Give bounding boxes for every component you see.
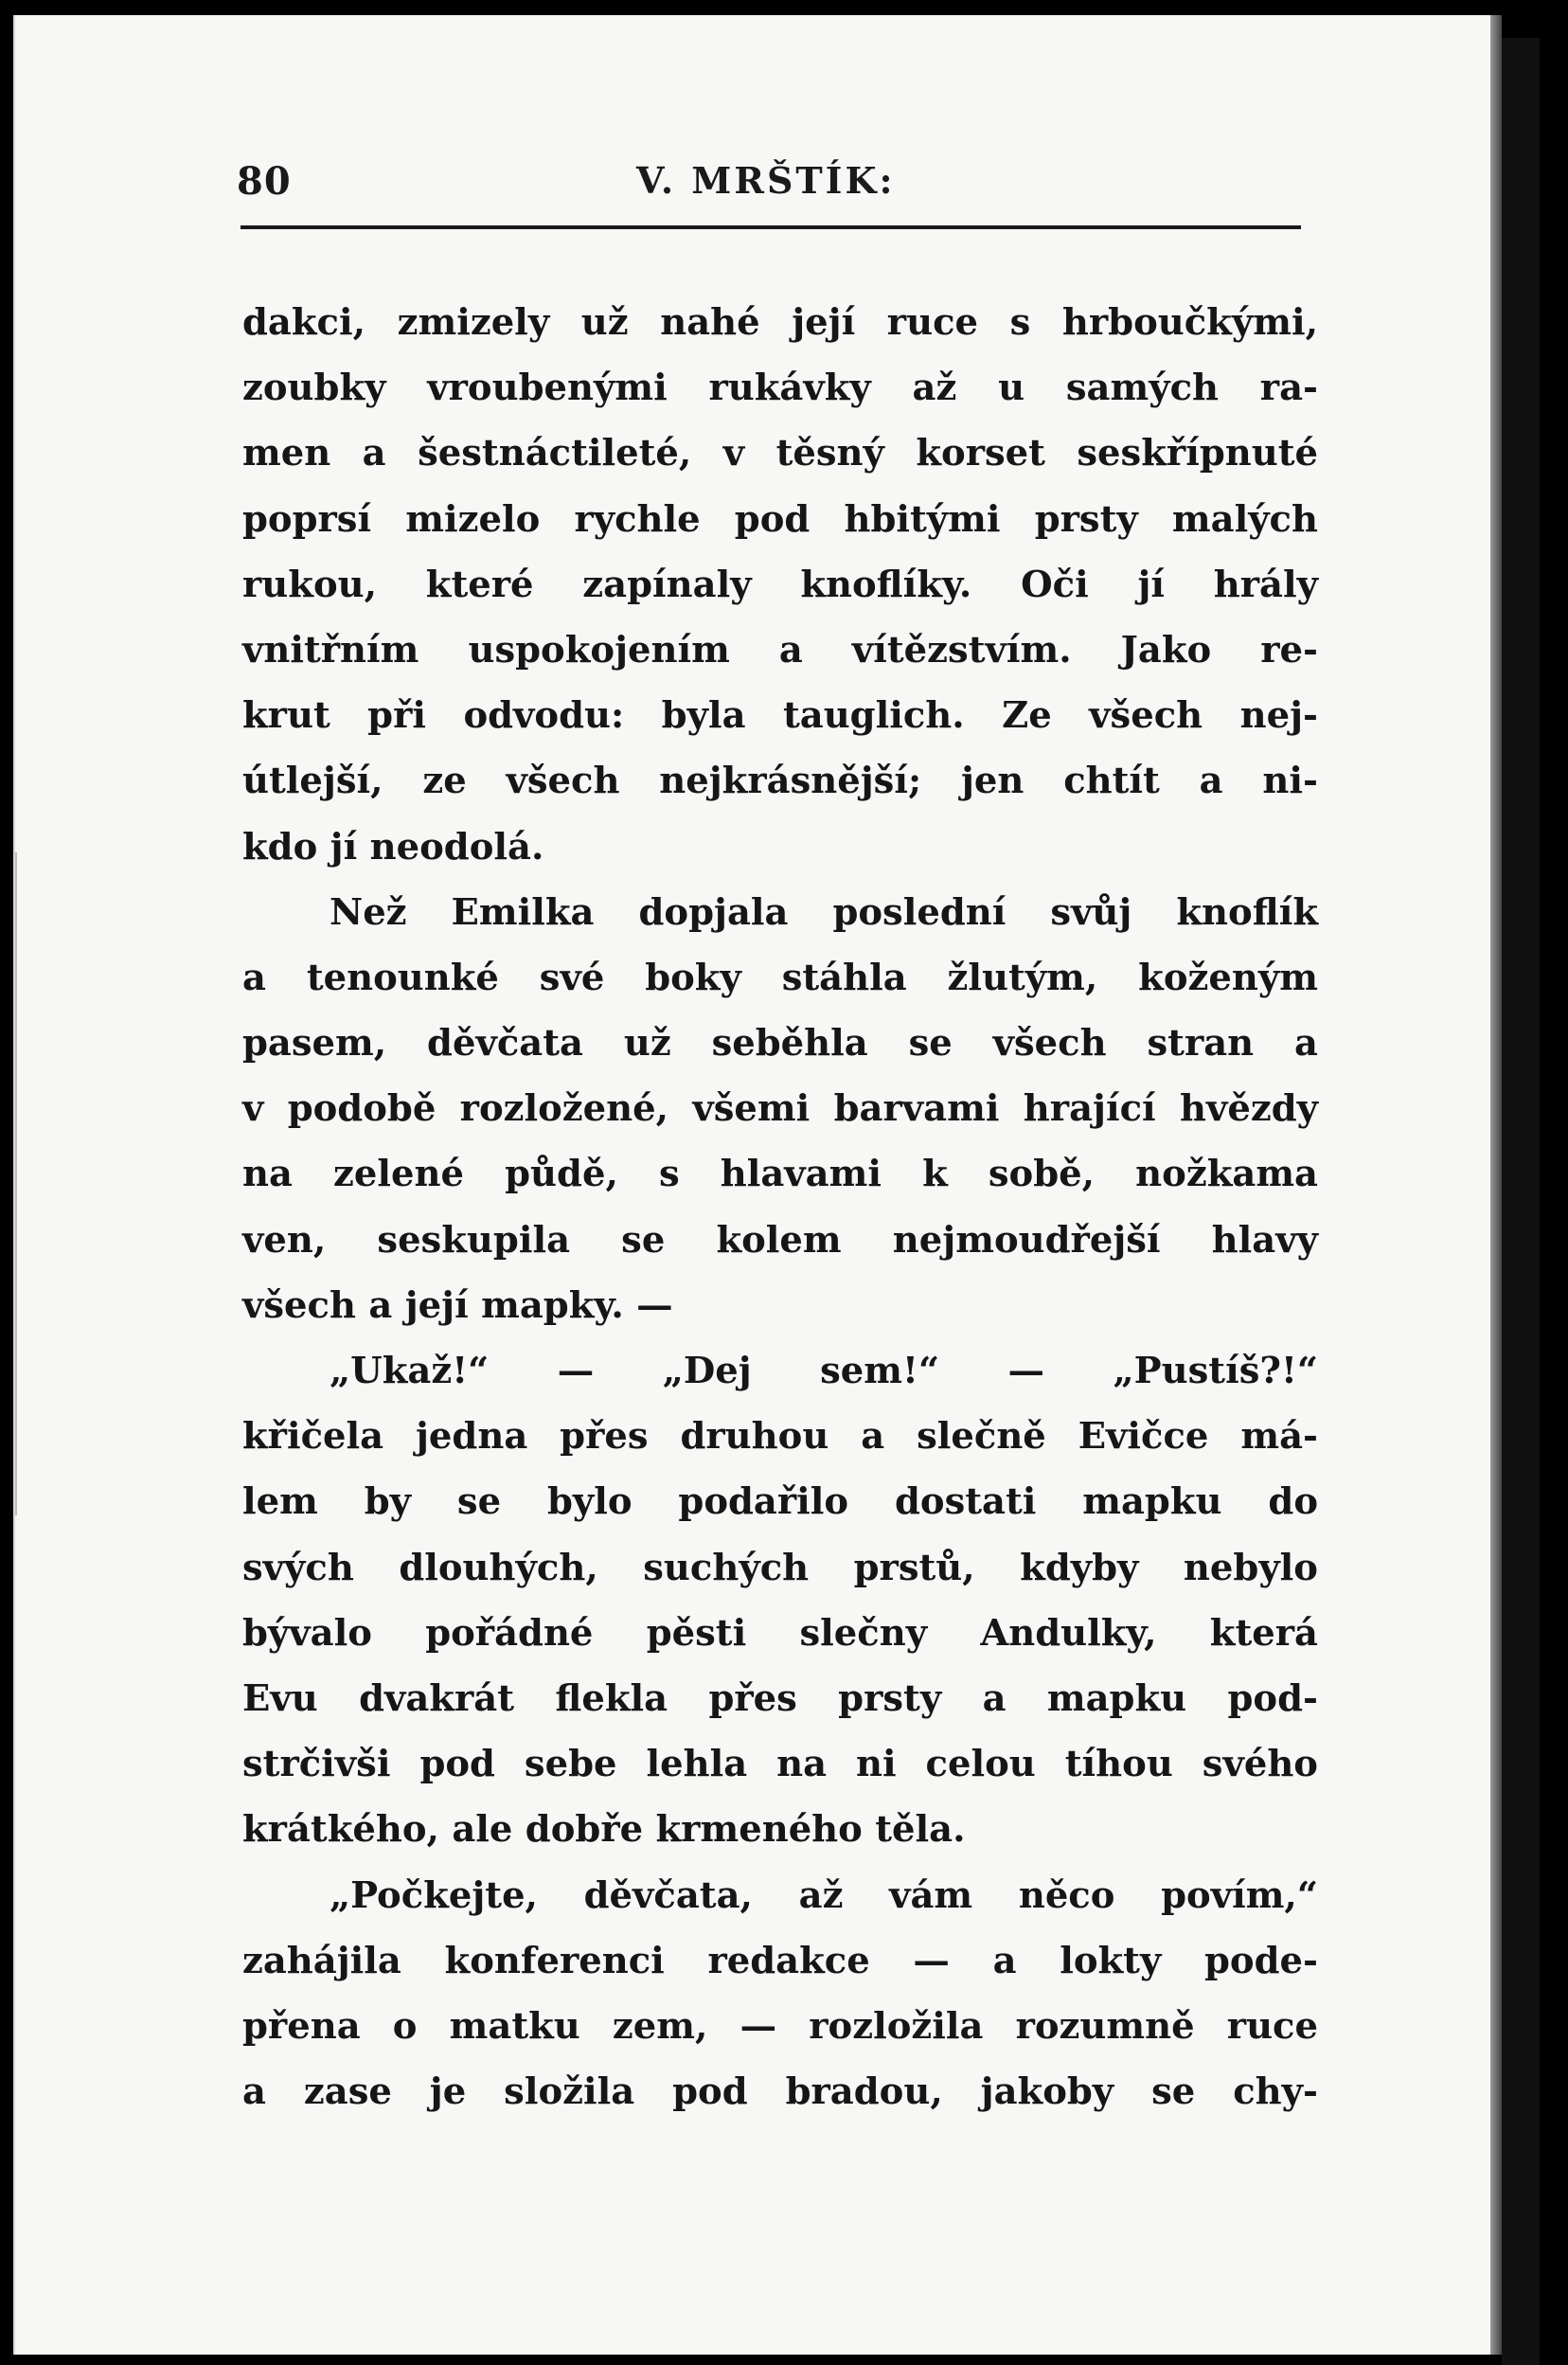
text-line: dakci, zmizely už nahé její ruce s hrboučkými, [242, 301, 1318, 344]
text-line: lem by se bylo podařilo dostati mapku do [242, 1480, 1318, 1524]
text-line: zahájila konferenci redakce — a lokty pode- [242, 1939, 1318, 1982]
text-line: přena o matku zem, — rozložila rozumně ruce [242, 2004, 1318, 2048]
text-line: vnitřním uspokojením a vítězstvím. Jako re- [242, 628, 1318, 672]
text-line: rukou, které zapínaly knoflíky. Oči jí hrály [242, 563, 1318, 606]
text-line: krátkého, ale dobře krmeného těla. [242, 1808, 966, 1852]
text-line: kdo jí neodolá. [242, 825, 544, 869]
page-header [227, 152, 1307, 208]
page-left-edge-mark [15, 852, 17, 1515]
text-line: poprsí mizelo rychle pod hbitými prsty malých [242, 497, 1318, 541]
text-line: svých dlouhých, suchých prstů, kdyby nebylo [242, 1546, 1318, 1589]
text-line: a tenounké své boky stáhla žlutým, koženým [242, 956, 1318, 999]
running-head: V. MRŠTÍK: [636, 159, 896, 202]
text-line: bývalo pořádné pěsti slečny Andulky, která [242, 1611, 1318, 1655]
text-line: na zelené půdě, s hlavami k sobě, nožkama [242, 1153, 1318, 1196]
text-line: pasem, děvčata už seběhla se všech stran a [242, 1022, 1318, 1066]
page-number: 80 [237, 159, 292, 204]
text-line: zoubky vroubenými rukávky až u samých ra- [242, 367, 1318, 410]
text-line: útlejší, ze všech nejkrásnější; jen chtít a ni- [242, 760, 1318, 803]
text-line: a zase je složila pod bradou, jakoby se chy- [242, 2070, 1318, 2114]
text-line: ven, seskupila se kolem nejmoudřejší hlavy [242, 1218, 1318, 1262]
text-line: v podobě rozložené, všemi barvami hrající hvězdy [242, 1087, 1318, 1131]
header-rule [241, 225, 1301, 229]
page-edge-shadow [1490, 15, 1502, 2355]
text-line-paragraph-start: „Ukaž!“ — „Dej sem!“ — „Pustíš?!“ [330, 1350, 1318, 1392]
text-line: Evu dvakrát flekla přes prsty a mapku pod- [242, 1676, 1318, 1720]
body-text [242, 290, 1318, 2124]
text-line: krut při odvodu: byla tauglich. Ze všech nej- [242, 694, 1318, 738]
text-line-paragraph-start: Než Emilka dopjala poslední svůj knoflík [330, 890, 1318, 934]
text-line: men a šestnáctileté, v těsný korset seskřípnuté [242, 432, 1318, 475]
text-line: strčivši pod sebe lehla na ni celou tíhou svého [242, 1743, 1318, 1786]
text-line: všech a její mapky. — [242, 1283, 673, 1327]
text-line: křičela jedna přes druhou a slečně Evičce má- [242, 1415, 1318, 1459]
scan-background-edge [1502, 38, 1540, 2365]
text-line-paragraph-start: „Počkejte, děvčata, až vám něco povím,“ [330, 1873, 1318, 1917]
